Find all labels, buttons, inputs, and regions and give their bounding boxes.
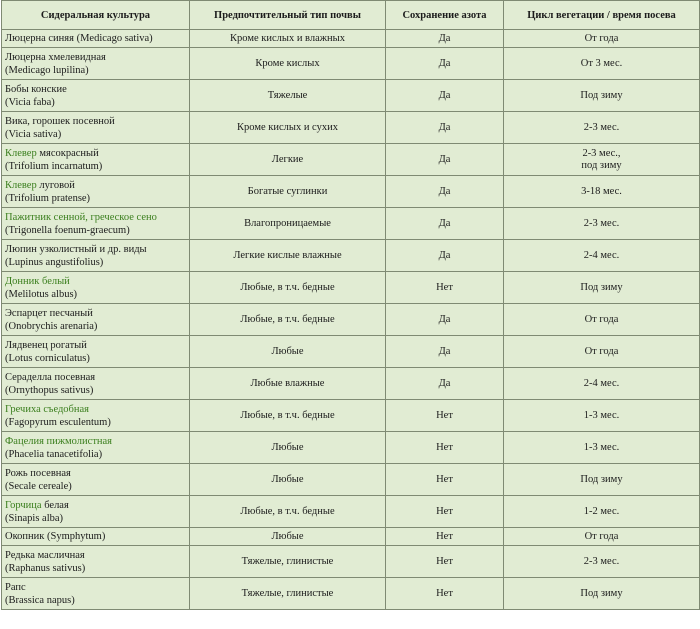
culture-name — [5, 500, 69, 511]
nitrogen-cell: Нет — [386, 464, 504, 496]
nitrogen-cell: Да — [386, 112, 504, 144]
culture-cell — [2, 528, 190, 546]
culture-name: Лядвенец рогатый — [5, 339, 87, 351]
table-row — [2, 368, 700, 400]
table-body — [2, 30, 700, 610]
soil-cell: Любые — [190, 432, 386, 464]
cycle-cell: От года — [504, 528, 700, 546]
culture-cell — [2, 112, 190, 144]
culture-cell — [2, 464, 190, 496]
culture-name — [5, 276, 70, 287]
cycle-cell: Под зиму — [504, 464, 700, 496]
nitrogen-cell: Нет — [386, 400, 504, 432]
latin-name: (Brassica napus) — [5, 594, 75, 606]
latin-name: (Fagopyrum esculentum) — [5, 416, 111, 428]
nitrogen-cell: Да — [386, 144, 504, 176]
soil-cell: Любые, в т.ч. бедные — [190, 496, 386, 528]
culture-name-rest: луговой — [36, 179, 75, 191]
table-row — [2, 272, 700, 304]
culture-name: Люцерна хмелевидная — [5, 51, 106, 63]
header-cycle: Цикл вегетации / время посева — [504, 1, 700, 30]
table-row — [2, 48, 700, 80]
culture-cell — [2, 144, 190, 176]
nitrogen-cell: Да — [386, 336, 504, 368]
nitrogen-cell: Нет — [386, 272, 504, 304]
nitrogen-cell: Да — [386, 208, 504, 240]
latin-name: (Raphanus sativus) — [5, 562, 86, 574]
table-row — [2, 80, 700, 112]
cycle-cell: Под зиму — [504, 272, 700, 304]
table-row — [2, 304, 700, 336]
soil-cell: Тяжелые, глинистые — [190, 578, 386, 610]
latin-name: (Lupinus angustifolius) — [5, 256, 104, 268]
soil-cell: Кроме кислых — [190, 48, 386, 80]
latin-name: (Medicago lupilina) — [5, 64, 89, 76]
latin-name: (Vicia sativa) — [5, 128, 62, 140]
cycle-cell: 2-3 мес. — [504, 208, 700, 240]
culture-cell — [2, 496, 190, 528]
culture-cell — [2, 272, 190, 304]
culture-name: Рожь посевная — [5, 467, 71, 479]
nitrogen-cell: Да — [386, 176, 504, 208]
latin-name: (Lotus corniculatus) — [5, 352, 90, 364]
culture-name — [5, 404, 89, 415]
culture-name: Эспарцет песчаный — [5, 307, 93, 319]
header-culture: Сидеральная культура — [2, 1, 190, 30]
culture-name: Бобы конские — [5, 83, 67, 95]
nitrogen-cell: Нет — [386, 528, 504, 546]
latin-name: (Trifolium incarnatum) — [5, 160, 103, 172]
nitrogen-cell: Да — [386, 80, 504, 112]
table-row — [2, 496, 700, 528]
cycle-cell: Под зиму — [504, 80, 700, 112]
soil-cell: Кроме кислых и сухих — [190, 112, 386, 144]
culture-name — [5, 148, 99, 159]
culture-link[interactable]: Пажитник сенной, греческое сено — [5, 211, 157, 223]
nitrogen-cell: Да — [386, 48, 504, 80]
culture-cell — [2, 578, 190, 610]
culture-link[interactable]: Клевер — [5, 147, 37, 159]
soil-cell: Любые — [190, 464, 386, 496]
culture-name: Рапс — [5, 581, 26, 593]
cycle-cell: 1-3 мес. — [504, 432, 700, 464]
soil-cell: Легкие — [190, 144, 386, 176]
nitrogen-cell: Нет — [386, 496, 504, 528]
cycle-cell: 1-2 мес. — [504, 496, 700, 528]
header-row — [2, 1, 700, 30]
soil-cell: Влагопроницаемые — [190, 208, 386, 240]
nitrogen-cell: Нет — [386, 546, 504, 578]
latin-name: (Phacelia tanacetifolia) — [5, 448, 103, 460]
cycle-cell: 1-3 мес. — [504, 400, 700, 432]
cycle-cell: 2-3 мес. — [504, 546, 700, 578]
culture-name — [5, 180, 75, 191]
cycle-cell: Под зиму — [504, 578, 700, 610]
table-row — [2, 240, 700, 272]
culture-name: Люцерна синяя (Medicago sativa) — [5, 33, 153, 44]
culture-name: Сераделла посевная — [5, 371, 96, 383]
culture-name: Вика, горошек посевной — [5, 115, 115, 127]
soil-cell: Тяжелые, глинистые — [190, 546, 386, 578]
cycle-cell: От 3 мес. — [504, 48, 700, 80]
table-row — [2, 336, 700, 368]
latin-name: (Onobrychis arenaria) — [5, 320, 98, 332]
cycle-cell: 2-3 мес. — [504, 112, 700, 144]
cycle-cell: 2-4 мес. — [504, 368, 700, 400]
latin-name: (Trigonella foenum-graecum) — [5, 224, 130, 236]
latin-name: (Ornythopus sativus) — [5, 384, 94, 396]
culture-cell — [2, 240, 190, 272]
table-row — [2, 432, 700, 464]
culture-cell — [2, 400, 190, 432]
cycle-cell: От года — [504, 30, 700, 48]
soil-cell: Кроме кислых и влажных — [190, 30, 386, 48]
nitrogen-cell: Да — [386, 240, 504, 272]
soil-cell: Любые — [190, 528, 386, 546]
culture-cell — [2, 176, 190, 208]
nitrogen-cell: Да — [386, 30, 504, 48]
nitrogen-cell: Да — [386, 368, 504, 400]
latin-name: (Sinapis alba) — [5, 512, 64, 524]
culture-cell — [2, 304, 190, 336]
table-row — [2, 208, 700, 240]
soil-cell: Тяжелые — [190, 80, 386, 112]
cycle-cell: От года — [504, 304, 700, 336]
table-row — [2, 464, 700, 496]
culture-name — [5, 212, 157, 223]
cycle-cell: 3-18 мес. — [504, 176, 700, 208]
culture-name-rest: белая — [41, 499, 69, 511]
table-row — [2, 112, 700, 144]
soil-cell: Легкие кислые влажные — [190, 240, 386, 272]
culture-name: Редька масличная — [5, 549, 85, 561]
cycle-cell — [504, 144, 700, 176]
soil-cell: Богатые суглинки — [190, 176, 386, 208]
culture-name — [5, 436, 112, 447]
table-row — [2, 578, 700, 610]
table-row — [2, 176, 700, 208]
soil-cell: Любые влажные — [190, 368, 386, 400]
cycle-line: 2-3 мес., — [582, 147, 621, 159]
cycle-line: под зиму — [581, 159, 622, 171]
table-row — [2, 144, 700, 176]
soil-cell: Любые, в т.ч. бедные — [190, 272, 386, 304]
culture-cell — [2, 48, 190, 80]
culture-cell — [2, 432, 190, 464]
culture-cell — [2, 80, 190, 112]
cycle-cell: От года — [504, 336, 700, 368]
latin-name: (Trifolium pratense) — [5, 192, 91, 204]
nitrogen-cell: Нет — [386, 432, 504, 464]
soil-cell: Любые, в т.ч. бедные — [190, 400, 386, 432]
culture-link[interactable]: Фацелия пижмолистная — [5, 435, 113, 447]
soil-cell: Любые, в т.ч. бедные — [190, 304, 386, 336]
culture-cell — [2, 208, 190, 240]
culture-name: Люпин узколистный и др. виды — [5, 243, 147, 255]
nitrogen-cell: Нет — [386, 578, 504, 610]
culture-cell — [2, 336, 190, 368]
table-row — [2, 528, 700, 546]
culture-cell — [2, 546, 190, 578]
soil-cell: Любые — [190, 336, 386, 368]
table-row — [2, 30, 700, 48]
cycle-cell: 2-4 мес. — [504, 240, 700, 272]
culture-link[interactable]: Гречиха съедобная — [5, 403, 90, 415]
culture-name: Окопник (Symphytum) — [5, 531, 106, 542]
header-soil: Предпочтительный тип почвы — [190, 1, 386, 30]
latin-name: (Secale cereale) — [5, 480, 72, 492]
green-manure-table — [1, 0, 700, 610]
table-row — [2, 546, 700, 578]
culture-name-rest: мясокрасный — [36, 147, 99, 159]
nitrogen-cell: Да — [386, 304, 504, 336]
latin-name: (Vicia faba) — [5, 96, 55, 108]
table-row — [2, 400, 700, 432]
latin-name: (Melilotus albus) — [5, 288, 78, 300]
culture-link[interactable]: Клевер — [5, 179, 37, 191]
culture-link[interactable]: Донник белый — [5, 275, 70, 287]
culture-link[interactable]: Горчица — [5, 499, 42, 511]
culture-cell — [2, 30, 190, 48]
culture-cell — [2, 368, 190, 400]
header-nitrogen: Сохранение азота — [386, 1, 504, 30]
